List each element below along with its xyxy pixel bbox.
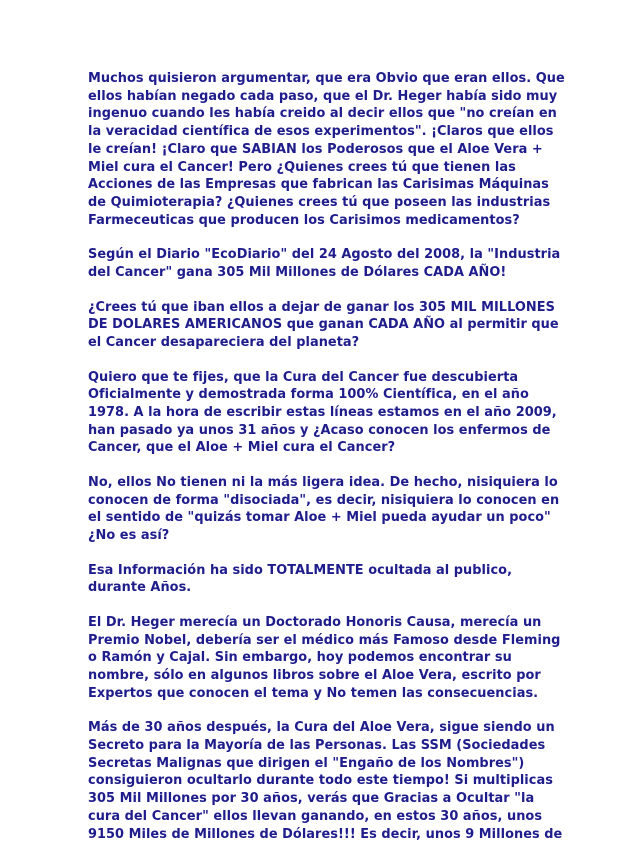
text-line: ¿No es así? xyxy=(88,528,170,544)
paragraph-2 xyxy=(88,246,561,281)
text-line: Secretas Malignas que dirigen el "Engaño de los Nombres") xyxy=(88,755,525,771)
document-body xyxy=(88,70,565,860)
paragraph-7 xyxy=(88,614,561,703)
text-line: nombre, sólo en algunos libros sobre el Aloe Vera, escrito por xyxy=(88,668,541,684)
text-line: 305 Mil Millones por 30 años, verás que Gracias a Ocultar "la xyxy=(88,791,535,807)
text-line: No, ellos No tienen ni la más ligera idea. De hecho, nisiquiera lo xyxy=(88,474,558,490)
text-line: Según el Diario "EcoDiario" del 24 Agosto del 2008, la "Industria xyxy=(88,247,561,263)
paragraph-8 xyxy=(88,719,563,843)
text-line: ingenuo cuando les había creido al decir ellos que "no creían en xyxy=(88,106,557,122)
text-line: han pasado ya unos 31 años y ¿Acaso conocen los enfermos de xyxy=(88,422,551,438)
text-line: 1978. A la hora de escribir estas líneas estamos en el año 2009, xyxy=(88,404,557,420)
paragraph-3 xyxy=(88,299,558,352)
paragraph-6 xyxy=(88,562,558,597)
text-line: Quiero que te fijes, que la Cura del Cancer fue descubierta xyxy=(88,369,519,385)
paragraph-1 xyxy=(88,70,565,229)
text-line: Miel cura el Cancer! Pero ¿Quienes crees tú que tienen las xyxy=(88,159,516,175)
text-line: durante Años. xyxy=(88,580,192,596)
text-line: la veracidad científica de esos experimentos". ¡Claros que ellos xyxy=(88,124,554,140)
text-line: Acciones de las Empresas que fabrican las Carisimas Máquinas xyxy=(88,177,549,193)
paragraph-5 xyxy=(88,474,558,545)
text-line: cura del Cancer" ellos llevan ganando, en estos 30 años, unos xyxy=(88,808,543,824)
text-line: conocen de forma "disociada", es decir, nisiquiera lo conocen en xyxy=(88,492,560,508)
text-line: Cancer, que el Aloe + Miel cura el Cancer? xyxy=(88,440,396,456)
text-line: el sentido de "quizás tomar Aloe + Miel pueda ayudar un poco" xyxy=(88,510,551,526)
text-line: del Cancer" gana 305 Mil Millones de Dólares CADA AÑO! xyxy=(88,264,507,280)
text-line: Expertos que conocen el tema y No temen las consecuencias. xyxy=(88,685,539,701)
text-line: Muchos quisieron argumentar, que era Obvio que eran ellos. Que xyxy=(88,71,565,86)
text-line: Esa Información ha sido TOTALMENTE ocultada al publico, xyxy=(88,562,513,578)
text-line: 9150 Miles de Millones de Dólares!!! Es decir, unos 9 Millones de xyxy=(88,826,563,842)
text-line: de Quimioterapia? ¿Quienes crees tú que poseen las industrias xyxy=(88,194,551,210)
text-line: El Dr. Heger merecía un Doctorado Honoris Causa, merecía un xyxy=(88,614,542,630)
text-line: el Cancer desapareciera del planeta? xyxy=(88,334,360,350)
text-line: DE DOLARES AMERICANOS que ganan CADA AÑO al permitir que xyxy=(88,317,559,333)
text-line: Farmeceuticas que producen los Carisimos medicamentos? xyxy=(88,212,520,228)
paragraph-4 xyxy=(88,369,558,458)
text-line: ellos habían negado cada paso, que el Dr. Heger había sido muy xyxy=(88,88,558,104)
text-line: Secreto para la Mayoría de las Personas. Las SSM (Sociedades xyxy=(88,738,546,754)
text-line: o Ramón y Cajal. Sin embargo, hoy podemos encontrar su xyxy=(88,650,512,666)
text-line: Premio Nobel, debería ser el médico más Famoso desde Fleming xyxy=(88,632,561,648)
text-line: ¿Crees tú que iban ellos a dejar de ganar los 305 MIL MILLONES xyxy=(88,299,555,315)
text-line: Oficialmente y demostrada forma 100% Científica, en el año xyxy=(88,387,529,403)
text-line: Más de 30 años después, la Cura del Aloe Vera, sigue siendo un xyxy=(88,720,555,736)
text-line: le creían! ¡Claro que SABIAN los Poderosos que el Aloe Vera + xyxy=(88,141,543,157)
text-line: consiguieron ocultarlo durante todo este tiempo! Si multiplicas xyxy=(88,773,553,789)
